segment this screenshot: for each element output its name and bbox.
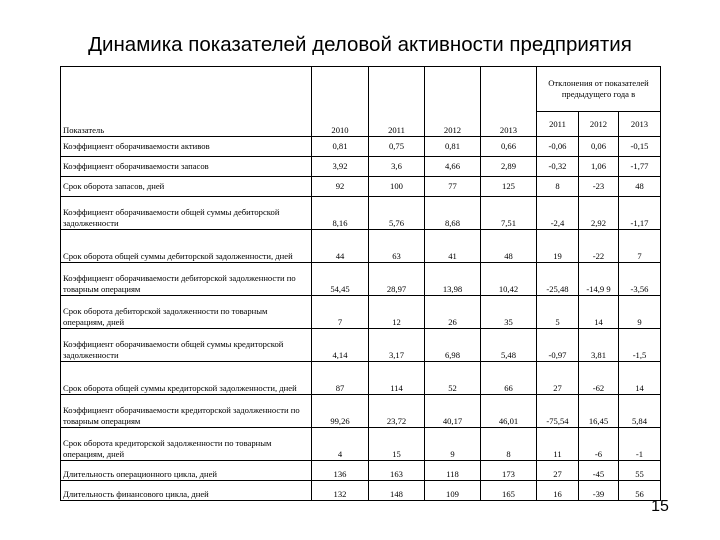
row-indicator-name: Коэффициент оборачиваемости кредиторской задолженности по товарным операциям [61, 395, 312, 428]
row-value-cell: 14 [619, 362, 661, 395]
row-value-cell: -22 [579, 230, 619, 263]
table-body [61, 67, 661, 501]
table-row [61, 329, 661, 362]
table-row [61, 157, 661, 177]
row-value-cell: 10,42 [481, 263, 537, 296]
header-deviation-2011: 2011 [537, 112, 579, 137]
row-indicator-name: Срок оборота кредиторской задолженности по товарным операциям, дней [61, 428, 312, 461]
row-value-cell: 4 [312, 428, 369, 461]
row-value-cell: 8 [537, 177, 579, 197]
row-value-cell: 48 [481, 230, 537, 263]
header-year-2013: 2013 [481, 67, 537, 137]
row-value-cell: 55 [619, 461, 661, 481]
row-value-cell: -1 [619, 428, 661, 461]
row-value-cell: 27 [537, 461, 579, 481]
row-value-cell: 87 [312, 362, 369, 395]
row-value-cell: 7 [312, 296, 369, 329]
row-value-cell: 26 [425, 296, 481, 329]
row-value-cell: 5,76 [369, 197, 425, 230]
row-value-cell: 8,68 [425, 197, 481, 230]
table-row [61, 197, 661, 230]
row-value-cell: 0,81 [312, 137, 369, 157]
row-indicator-name: Длительность финансового цикла, дней [61, 481, 312, 501]
row-value-cell: -14,9 9 [579, 263, 619, 296]
row-value-cell: 66 [481, 362, 537, 395]
row-value-cell: 52 [425, 362, 481, 395]
header-deviation-2012: 2012 [579, 112, 619, 137]
row-value-cell: 2,92 [579, 197, 619, 230]
row-value-cell: 99,26 [312, 395, 369, 428]
row-value-cell: -25,48 [537, 263, 579, 296]
table-row [61, 230, 661, 263]
row-indicator-name: Коэффициент оборачиваемости общей суммы дебиторской задолженности [61, 197, 312, 230]
row-value-cell: 114 [369, 362, 425, 395]
row-value-cell: 63 [369, 230, 425, 263]
row-value-cell: 4,66 [425, 157, 481, 177]
header-deviation-2013: 2013 [619, 112, 661, 137]
row-value-cell: -1,17 [619, 197, 661, 230]
row-value-cell: 132 [312, 481, 369, 501]
row-value-cell: 173 [481, 461, 537, 481]
table-row [61, 428, 661, 461]
row-value-cell: 100 [369, 177, 425, 197]
row-value-cell: 15 [369, 428, 425, 461]
row-value-cell: 16,45 [579, 395, 619, 428]
row-value-cell: -0,97 [537, 329, 579, 362]
row-value-cell: 7,51 [481, 197, 537, 230]
row-value-cell: 41 [425, 230, 481, 263]
row-value-cell: 3,81 [579, 329, 619, 362]
row-value-cell: -39 [579, 481, 619, 501]
row-value-cell: 5 [537, 296, 579, 329]
row-value-cell: 12 [369, 296, 425, 329]
row-indicator-name: Коэффициент оборачиваемости дебиторской задолженности по товарным операциям [61, 263, 312, 296]
table-row [61, 362, 661, 395]
row-value-cell: -45 [579, 461, 619, 481]
table-row [61, 395, 661, 428]
row-value-cell: 6,98 [425, 329, 481, 362]
row-value-cell: 9 [425, 428, 481, 461]
row-value-cell: 0,66 [481, 137, 537, 157]
table-row [61, 461, 661, 481]
table-row [61, 296, 661, 329]
row-value-cell: -62 [579, 362, 619, 395]
row-indicator-name: Коэффициент оборачиваемости активов [61, 137, 312, 157]
row-value-cell: 23,72 [369, 395, 425, 428]
row-value-cell: 8 [481, 428, 537, 461]
row-value-cell: 125 [481, 177, 537, 197]
row-value-cell: -75,54 [537, 395, 579, 428]
row-value-cell: 48 [619, 177, 661, 197]
row-value-cell: 0,06 [579, 137, 619, 157]
row-indicator-name: Коэффициент оборачиваемости запасов [61, 157, 312, 177]
row-value-cell: 13,98 [425, 263, 481, 296]
table-row [61, 137, 661, 157]
row-value-cell: 54,45 [312, 263, 369, 296]
row-value-cell: 0,75 [369, 137, 425, 157]
row-value-cell: -0,32 [537, 157, 579, 177]
row-value-cell: 4,14 [312, 329, 369, 362]
header-indicator: Показатель [61, 67, 312, 137]
row-indicator-name: Коэффициент оборачиваемости общей суммы кредиторской задолженности [61, 329, 312, 362]
row-value-cell: 77 [425, 177, 481, 197]
row-value-cell: 3,6 [369, 157, 425, 177]
row-value-cell: 109 [425, 481, 481, 501]
row-value-cell: 11 [537, 428, 579, 461]
row-indicator-name: Срок оборота запасов, дней [61, 177, 312, 197]
row-indicator-name: Срок оборота общей суммы кредиторской задолженности, дней [61, 362, 312, 395]
row-value-cell: -2,4 [537, 197, 579, 230]
row-value-cell: 118 [425, 461, 481, 481]
table-row [61, 481, 661, 501]
row-value-cell: 35 [481, 296, 537, 329]
row-value-cell: 136 [312, 461, 369, 481]
header-year-2010: 2010 [312, 67, 369, 137]
header-year-2011: 2011 [369, 67, 425, 137]
page-number: 15 [651, 498, 669, 515]
row-value-cell: 3,92 [312, 157, 369, 177]
row-indicator-name: Срок оборота дебиторской задолженности по товарным операциям, дней [61, 296, 312, 329]
row-value-cell: 9 [619, 296, 661, 329]
row-value-cell: 40,17 [425, 395, 481, 428]
row-value-cell: -1,5 [619, 329, 661, 362]
row-value-cell: -0,15 [619, 137, 661, 157]
row-value-cell: 27 [537, 362, 579, 395]
row-value-cell: 2,89 [481, 157, 537, 177]
row-value-cell: 165 [481, 481, 537, 501]
row-indicator-name: Длительность операционного цикла, дней [61, 461, 312, 481]
header-row [61, 67, 661, 112]
row-value-cell: 28,97 [369, 263, 425, 296]
header-deviation-group: Отклонения от показателей предыдущего года в [537, 67, 661, 112]
header-year-2012: 2012 [425, 67, 481, 137]
row-value-cell: 44 [312, 230, 369, 263]
row-value-cell: 16 [537, 481, 579, 501]
table-row [61, 263, 661, 296]
row-value-cell: -23 [579, 177, 619, 197]
row-value-cell: 5,84 [619, 395, 661, 428]
row-value-cell: 3,17 [369, 329, 425, 362]
row-value-cell: 8,16 [312, 197, 369, 230]
row-value-cell: -1,77 [619, 157, 661, 177]
row-value-cell: 1,06 [579, 157, 619, 177]
row-value-cell: -3,56 [619, 263, 661, 296]
activity-indicators-table [60, 66, 661, 501]
row-indicator-name: Срок оборота общей суммы дебиторской задолженности, дней [61, 230, 312, 263]
row-value-cell: 163 [369, 461, 425, 481]
row-value-cell: 7 [619, 230, 661, 263]
row-value-cell: 0,81 [425, 137, 481, 157]
slide-title: Динамика показателей деловой активности предприятия [88, 33, 632, 56]
row-value-cell: 148 [369, 481, 425, 501]
row-value-cell: 46,01 [481, 395, 537, 428]
row-value-cell: 56 [619, 481, 661, 501]
row-value-cell: -0,06 [537, 137, 579, 157]
table-row [61, 177, 661, 197]
row-value-cell: 14 [579, 296, 619, 329]
row-value-cell: 92 [312, 177, 369, 197]
row-value-cell: -6 [579, 428, 619, 461]
row-value-cell: 5,48 [481, 329, 537, 362]
row-value-cell: 19 [537, 230, 579, 263]
